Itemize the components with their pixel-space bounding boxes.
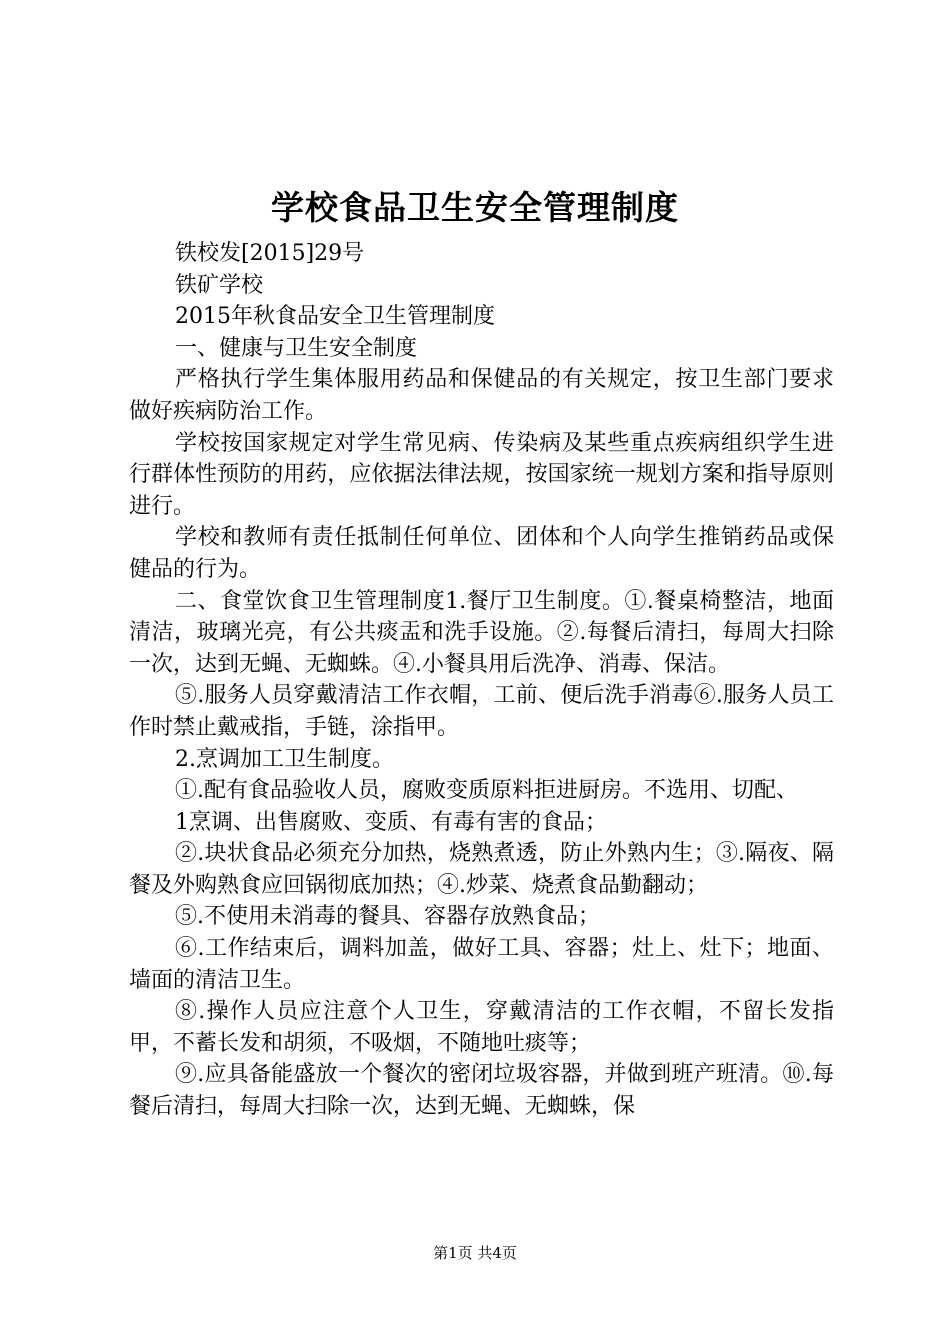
paragraph: ②.块状食品必须充分加热，烧熟煮透，防止外熟内生；③.隔夜、隔餐及外购熟食应回锅彻底加热；④.炒菜、烧煮食品勤翻动；: [129, 841, 834, 898]
paragraph: 严格执行学生集体服用药品和保健品的有关规定，按卫生部门要求做好疾病防治工作。: [129, 367, 834, 424]
paragraph: ⑥.工作结束后，调料加盖，做好工具、容器；灶上、灶下；地面、墙面的清洁卫生。: [129, 936, 834, 993]
paragraph: ⑧.操作人员应注意个人卫生，穿戴清洁的工作衣帽，不留长发指甲，不蓄长发和胡须，不吸烟，不随地吐痰等；: [129, 999, 834, 1056]
paragraph: ⑨.应具备能盛放一个餐次的密闭垃圾容器，并做到班产班清。⑩.每餐后清扫，每周大扫除一次，达到无蝇、无蜘蛛，保: [129, 1062, 834, 1120]
paragraph: ⑤.服务人员穿戴清洁工作衣帽，工前、便后洗手消毒⑥.服务人员工作时禁止戴戒指，手链，涂指甲。: [129, 683, 834, 740]
issuing-school: 铁矿学校: [175, 272, 264, 298]
subtitle: 2015年秋食品安全卫生管理制度: [175, 304, 495, 330]
document-title: 学校食品卫生安全管理制度: [271, 188, 679, 227]
paragraph: 1烹调、出售腐败、变质、有毒有害的食品；: [175, 809, 607, 835]
paragraph: ①.配有食品验收人员，腐败变质原料拒进厨房。不选用、切配、: [175, 778, 798, 804]
document-number: 铁校发[2015]29号: [175, 241, 365, 266]
page-number: 第1页 共4页: [433, 1244, 517, 1262]
section-heading: 一、健康与卫生安全制度: [175, 335, 418, 361]
paragraph: 学校和教师有责任抵制任何单位、团体和个人向学生推销药品或保健品的行为。: [129, 525, 834, 582]
paragraph: 学校按国家规定对学生常见病、传染病及某些重点疾病组织学生进行群体性预防的用药，应依据法律法规，按国家统一规划方案和指导原则进行。: [129, 430, 834, 519]
paragraph: 2.烹调加工卫生制度。: [175, 746, 394, 772]
document-body: [129, 238, 834, 1123]
paragraph: 二、食堂饮食卫生管理制度1.餐厅卫生制度。①.餐桌椅整洁，地面清洁，玻璃光亮，有公共痰盂和洗手设施。②.每餐后清扫，每周大扫除一次，达到无蝇、无蜘蛛。④.小餐具用后洗净、消毒、保洁。: [129, 588, 834, 677]
paragraph: ⑤.不使用未消毒的餐具、容器存放熟食品；: [175, 904, 600, 930]
page-footer: [0, 1243, 950, 1263]
